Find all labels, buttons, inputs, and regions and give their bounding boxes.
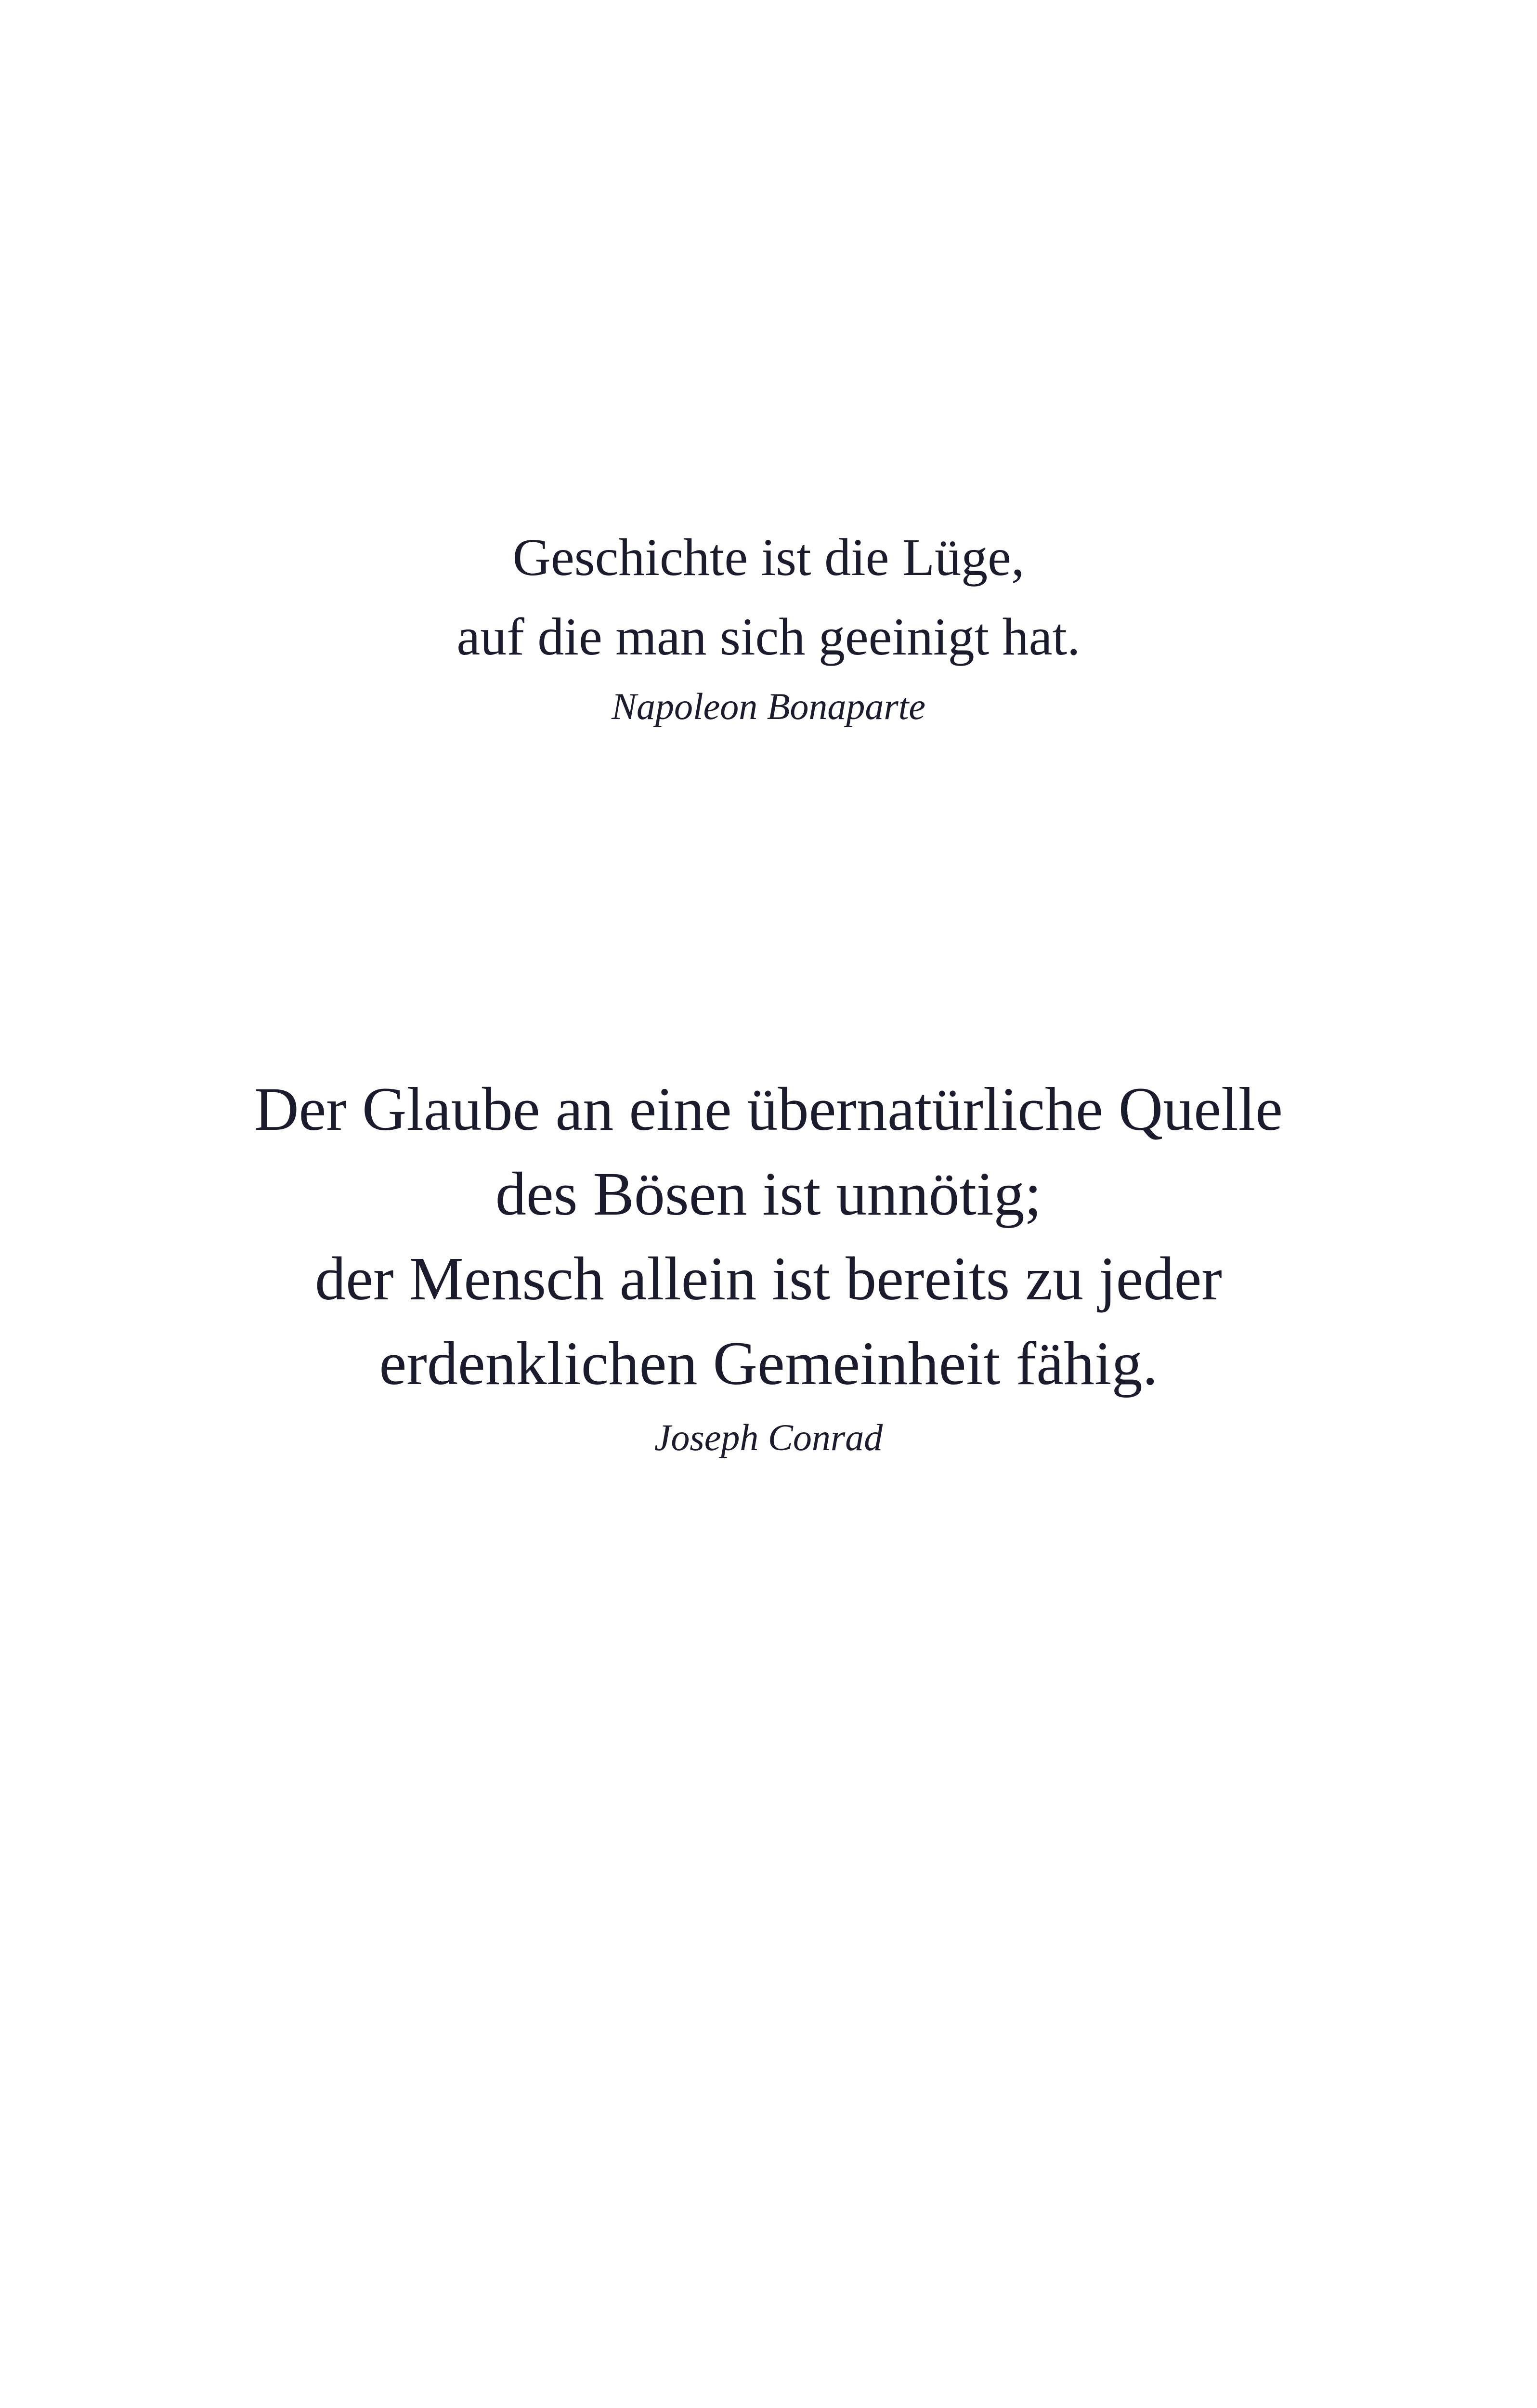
quote-author: Napoleon Bonaparte [611,685,926,727]
quote-line: Geschichte ist die Lüge, [512,528,1025,587]
quote-napoleon [0,518,1537,731]
quote-line: erdenklichen Gemeinheit fähig. [379,1329,1158,1398]
quote-line: Der Glaube an eine übernatürliche Quelle [254,1075,1283,1143]
quote-line: auf die man sich geeinigt hat. [456,607,1081,666]
quote-conrad [0,1067,1537,1462]
quote-line: der Mensch allein ist bereits zu jeder [315,1244,1222,1313]
quote-line: des Bösen ist unnötig; [495,1160,1042,1228]
quote-author: Joseph Conrad [654,1416,883,1458]
